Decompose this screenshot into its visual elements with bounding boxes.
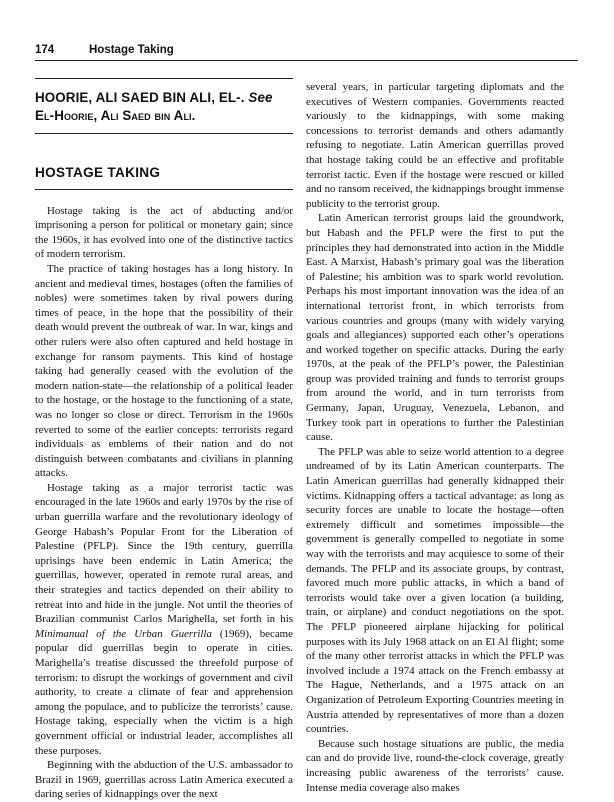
cross-reference-entry: [35, 89, 293, 124]
entry-title-rule: [35, 189, 293, 190]
running-head: [35, 44, 578, 56]
text-span: (1969), became popular did guerrillas begin to operate in cities. Marighella’s treatise discussed the threefold purpose of terrorism: to disrupt the workings of government and civil authority, to create a climate of fear and apprehension among the populace, and to publicize the terrorists’ cause. Hostage taking, especially when the victim is a high government official or industrial leader, accomplishes all these purposes.: [35, 627, 293, 757]
entry-title: HOSTAGE TAKING: [35, 165, 161, 180]
paragraph: [35, 481, 293, 758]
paragraph: The practice of taking hostages has a long history. In ancient and medieval times, hostages (often the families of nobles) were sometimes taken by rival powers during times of peace, in the hope that the possibility of their death would prevent the outbreak of war. In war, kings and other rulers were also often captured and held hostage in exchange for ransom payments. This kind of hostage taking had generally ceased with the evolution of the modern nation-state—the relationship of a political leader to the hostage, or the hostage to the functioning of a state, was no longer so close or direct. Terrorism in the 1960s reverted to some of the earlier concepts: terrorists regard individuals as emblems of their nation and do not distinguish between combatants and civilians in planning attacks.: [35, 262, 293, 480]
book-title: Minimanual of the Urban Guerrilla: [35, 627, 212, 640]
running-head-section: Hostage Taking: [89, 44, 174, 56]
paragraph: Hostage taking is the act of abducting and/or imprisoning a person for political or monetary gain; since the 1960s, it has evolved into one of the distinctive tactics of modern terrorism.: [35, 204, 293, 261]
right-column: [306, 80, 564, 795]
paragraph: Because such hostage situations are public, the media can and do provide live, round-the-clock coverage, greatly increasing public awareness of the terrorists’ cause. Intense media coverage also makes: [306, 737, 564, 794]
xref-headword: HOORIE, ALI SAED BIN ALI, EL-.: [35, 90, 245, 105]
paragraph-continued: several years, in particular targeting diplomats and the executives of Western companies. Governments reacted variously to the kidnappings, with some making concessions to terrorist demands and others adamantly refusing to negotiate. Latin American guerrillas proved that hostage taking could be an effective and profitable terrorist tactic. Even if the hostage were rescued or killed and no ransom received, the kidnappings brought immense publicity to the terrorist group.: [306, 81, 564, 210]
entry-rule-top: [35, 78, 293, 79]
text-span: Hostage taking as a major terrorist tactic was encouraged in the late 1960s and early 1970s by the rise of urban guerrilla warfare and the revolutionary ideology of George Habash’s Popular Front for the Liberation of Palestine (PFLP). Since the 19th century, guerrilla uprisings have been endemic in Latin America; the guerrillas, however, operated in remote rural areas, and their strategies and tactics depended on their ability to retreat into and hide in the jungle. Not until the theories of Brazilian communist Carlos Marighella, set forth in his: [35, 481, 293, 626]
entry-body-left: [35, 204, 293, 802]
entry-rule-middle: [35, 133, 293, 134]
header-rule: [35, 60, 578, 61]
left-column: [35, 78, 293, 802]
paragraph: The PFLP was able to seize world attention to a degree undreamed of by its Latin American counterparts. The Latin American guerrillas had generally kidnapped their victims. Kidnapping offers a tactical advantage: as long as security forces are unable to locate the hostage—often extremely difficult and sometimes impossible—the government is generally compelled to negotiate in some way with the terrorists and may acquiesce to some of their demands. The PFLP and its associate groups, by contrast, favored much more public attacks, in which a band of terrorists would take over a given location (a building, train, or airplane) and conduct negotiations on the spot. The PFLP pioneered airplane hijacking for political purposes with its July 1968 attack on an El Al flight; some of the many other terrorist attacks in which the PFLP was involved include a 1974 attack on the French embassy at The Hague, Netherlands, and a 1975 attack on an Organization of Petroleum Exporting Countries meeting in Austria attended by representatives of more than a dozen countries.: [306, 445, 564, 736]
paragraph: Latin American terrorist groups laid the groundwork, but Habash and the PFLP were the first to put the principles they had demonstrated into action in the Middle East. A Marxist, Habash’s primary goal was the liberation of Palestine; his ambition was to spark world revolution. Perhaps his most important innovation was the idea of an international terrorist front, in which terrorists from various countries and groups (many with widely varying goals and allegiances) supported each other’s operations and worked together on specific attacks. During the early 1970s, at the peak of the PFLP’s power, the Palestinian group was provided training and funds to terrorist groups from around the world, and in turn terrorists from Germany, Japan, Uruguay, Venezuela, Lebanon, and Turkey took part in operations to further the Palestinian cause.: [306, 212, 564, 444]
xref-target: El-Hoorie, Ali Saed bin Ali.: [35, 107, 196, 123]
paragraph: Beginning with the abduction of the U.S. ambassador to Brazil in 1969, guerrillas across Latin America executed a daring series of kidnappings over the next: [35, 759, 293, 801]
page-number: 174: [35, 44, 55, 56]
xref-see: See: [248, 90, 273, 105]
